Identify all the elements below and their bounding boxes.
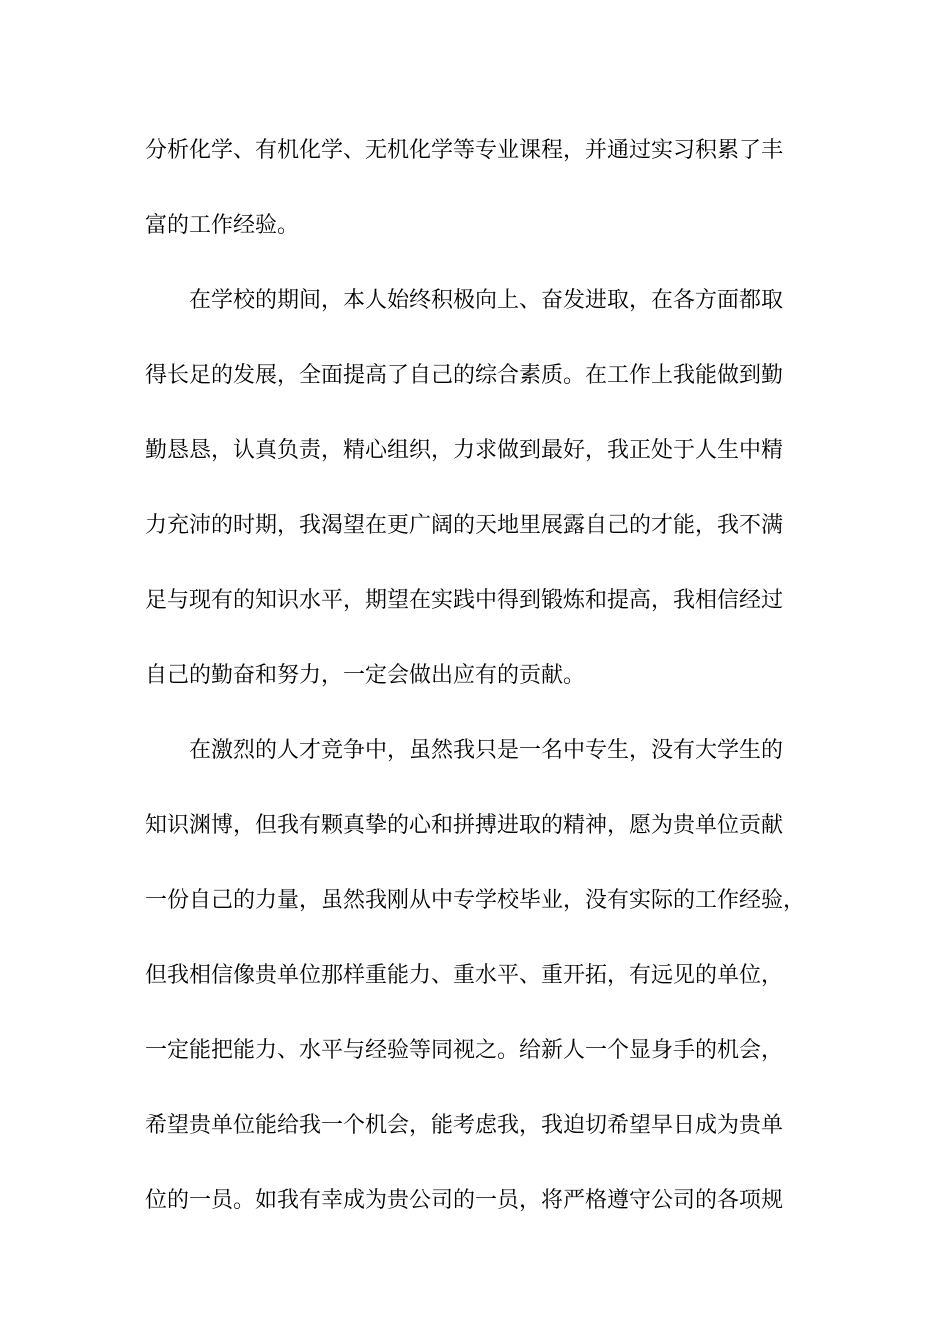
paragraph-first-line: 在激烈的人才竞争中，虽然我只是一名中专生，没有大学生的	[189, 738, 784, 763]
paragraph-first-line: 在学校的期间，本人始终积极向上、奋发进取，在各方面都取	[189, 288, 784, 313]
text-line: 足与现有的知识水平，期望在实践中得到锻炼和提高，我相信经过	[145, 588, 784, 613]
text-line: 希望贵单位能给我一个机会，能考虑我，我迫切希望早日成为贵单	[145, 1113, 784, 1138]
text-line: 一定能把能力、水平与经验等同视之。给新人一个显身手的机会，	[145, 1038, 784, 1063]
text-line: 力充沛的时期，我渴望在更广阔的天地里展露自己的才能，我不满	[145, 513, 784, 538]
text-line: 但我相信像贵单位那样重能力、重水平、重开拓，有远见的单位，	[145, 963, 784, 988]
text-line: 自己的勤奋和努力，一定会做出应有的贡献。	[145, 663, 586, 688]
text-line: 勤恳恳，认真负责，精心组织，力求做到最好，我正处于人生中精	[145, 438, 784, 463]
text-line: 分析化学、有机化学、无机化学等专业课程，并通过实习积累了丰	[145, 138, 784, 163]
text-line: 富的工作经验。	[145, 213, 300, 238]
text-line: 一份自己的力量，虽然我刚从中专学校毕业，没有实际的工作经验，	[145, 888, 806, 913]
text-line: 得长足的发展，全面提高了自己的综合素质。在工作上我能做到勤	[145, 363, 784, 388]
text-line: 知识渊博，但我有颗真挚的心和拼搏进取的精神，愿为贵单位贡献	[145, 813, 784, 838]
text-line: 位的一员。如我有幸成为贵公司的一员，将严格遵守公司的各项规	[145, 1188, 784, 1213]
